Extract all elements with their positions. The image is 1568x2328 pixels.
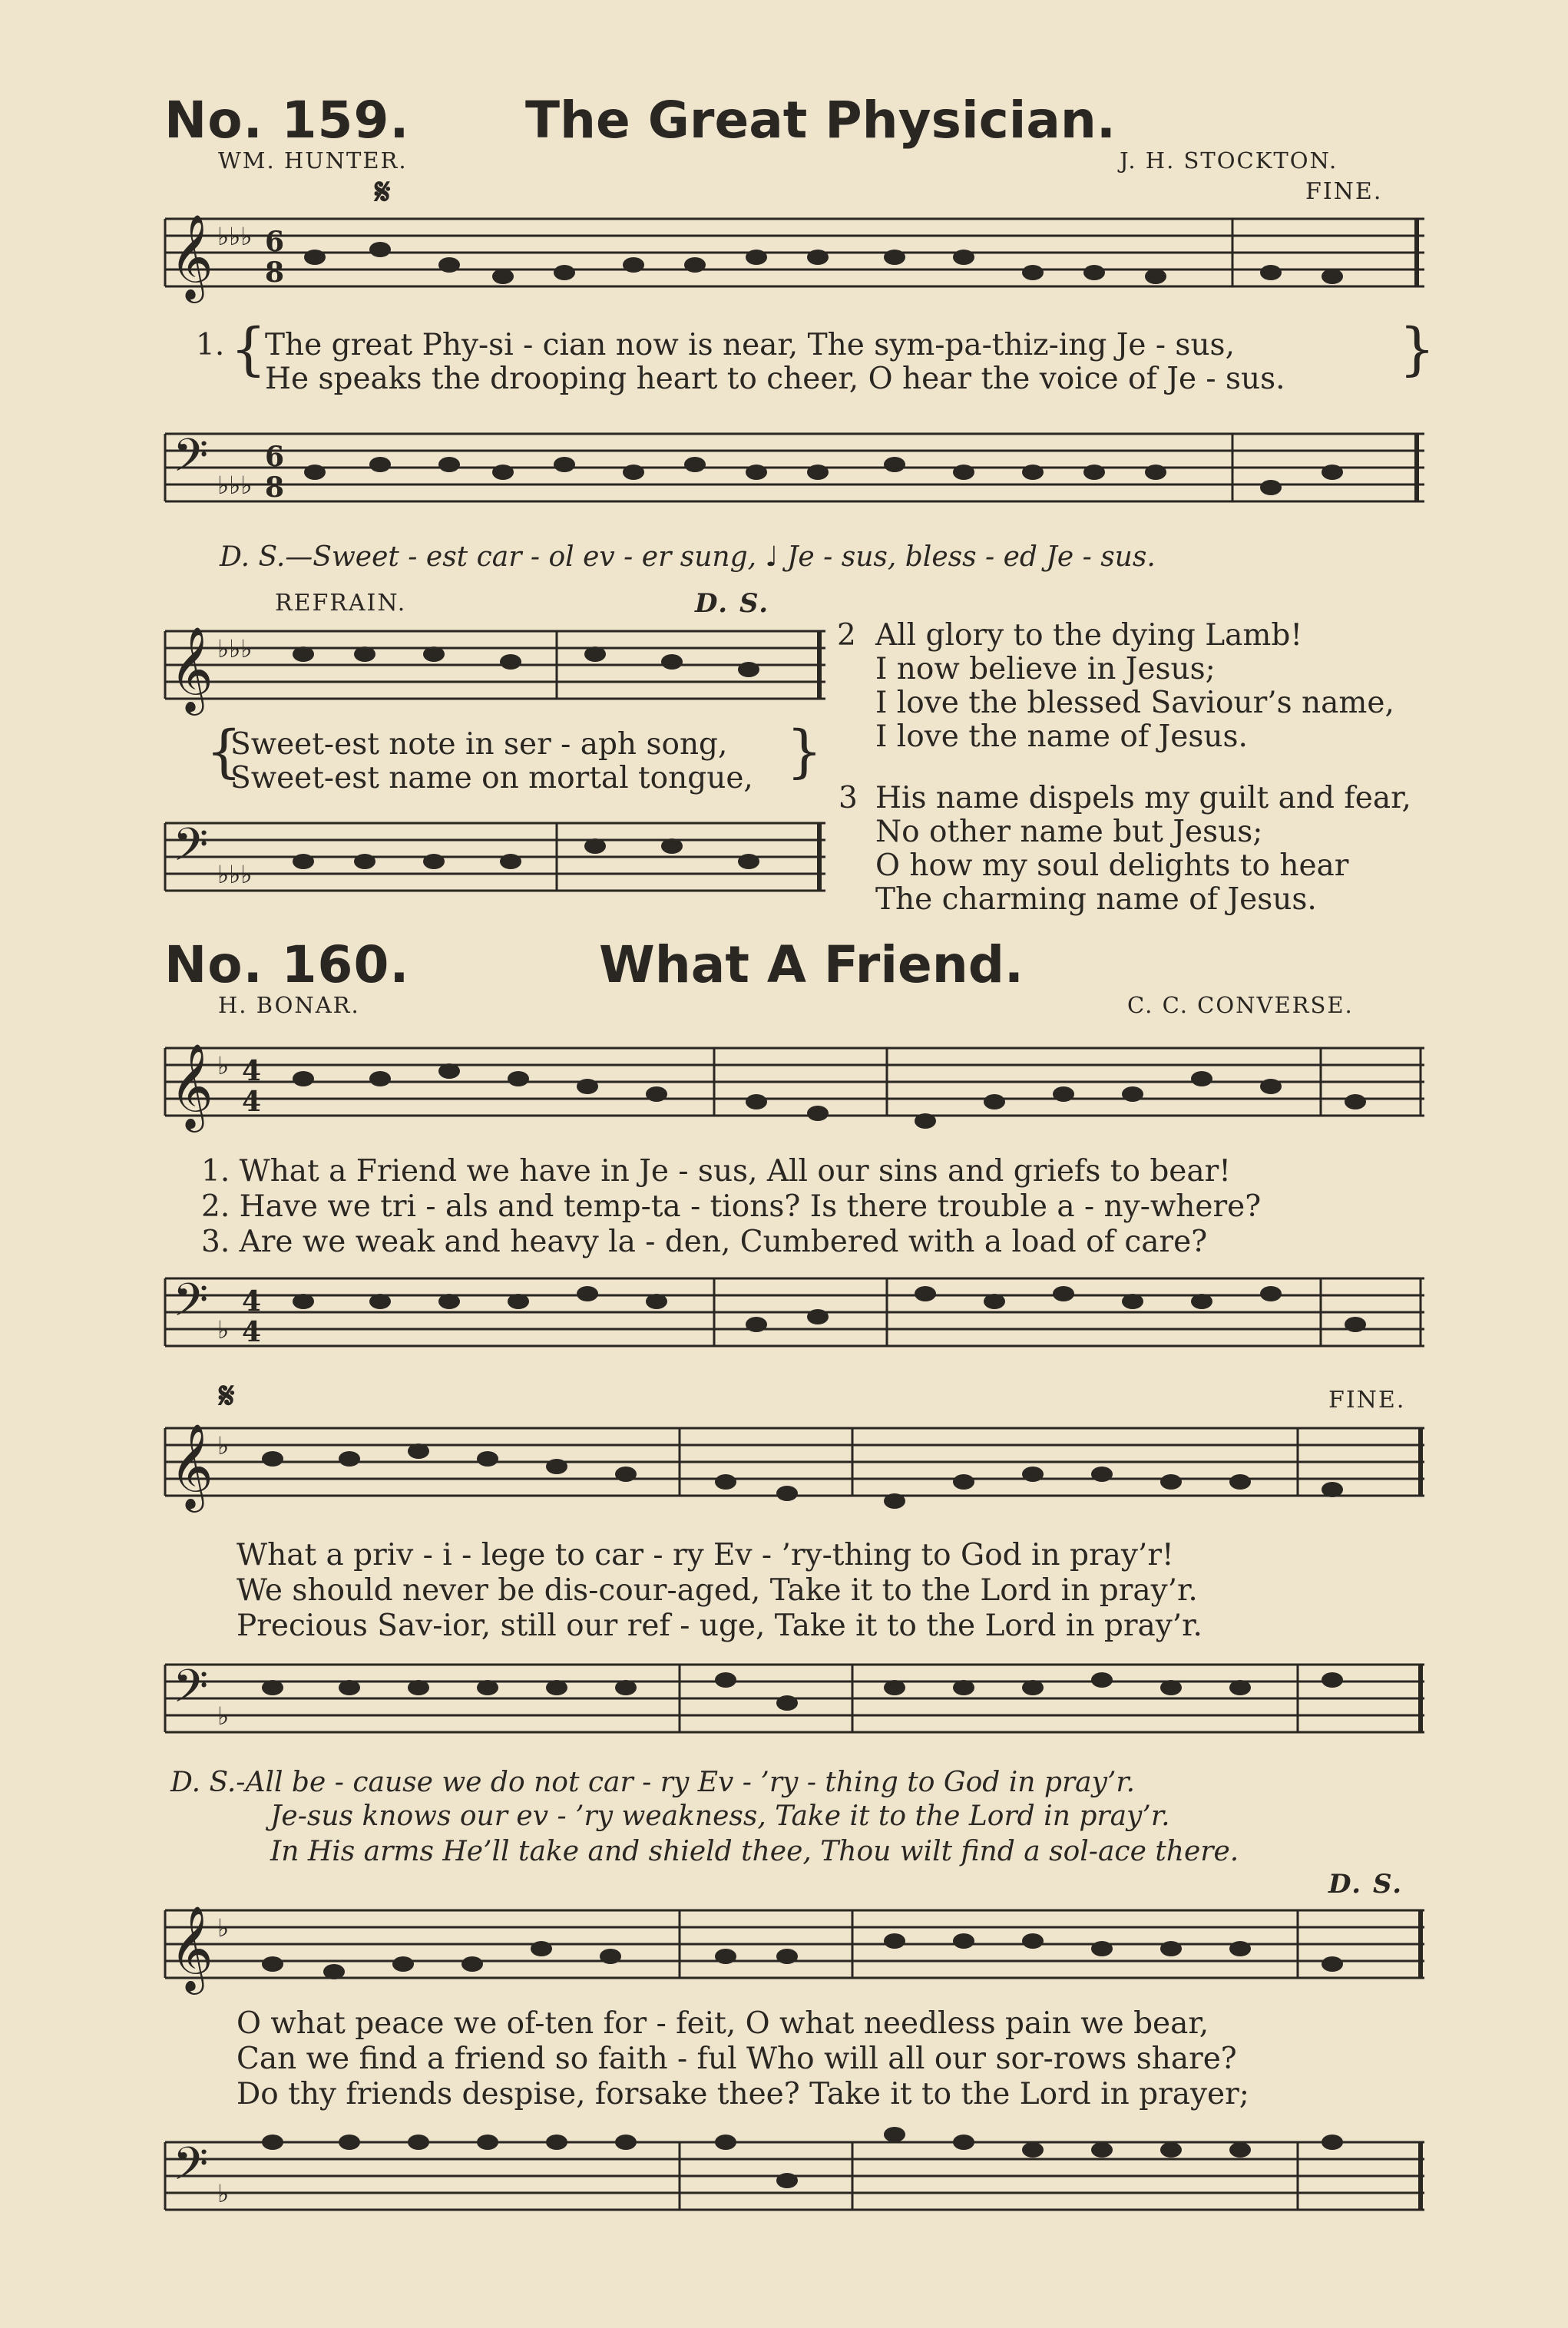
svg-text:𝄞: 𝄞 xyxy=(170,626,213,712)
right-brace: } xyxy=(1399,316,1436,382)
hymn-160-ds-line: In His arms He’ll take and shield thee, Thou wilt find a sol-ace there. xyxy=(270,1836,1239,1867)
hymn-160-treble-staff-1 xyxy=(157,1040,1432,1133)
stanza-3-line: His name dispels my guilt and fear, xyxy=(875,781,1411,815)
refrain-line: Sweet-est name on mortal tongue, xyxy=(230,761,753,795)
svg-text:8: 8 xyxy=(265,256,285,289)
hymn-159-ds-line: D. S.—Sweet - est car - ol ev - er sung, ♩ Je - sus, bless - ed Je - sus. xyxy=(220,541,1156,573)
hymn-160-ds-label: D. S. xyxy=(1328,1869,1404,1900)
hymn-160-verse-line: What a priv - i - lege to car - ry Ev - ’ry-thing to God in pray’r! xyxy=(237,1538,1174,1572)
svg-text:𝄢: 𝄢 xyxy=(173,818,209,882)
hymn-159-verse-line: The great Phy-si - cian now is near, The sym-pa-thiz-ing Je - sus, xyxy=(265,328,1235,362)
svg-text:4: 4 xyxy=(242,1285,262,1318)
svg-text:♭: ♭ xyxy=(217,2179,230,2208)
refrain-label: REFRAIN. xyxy=(275,590,407,617)
hymn-160-fine-mark: FINE. xyxy=(1328,1387,1406,1414)
hymn-159-bass-staff xyxy=(157,426,1432,518)
svg-text:♭♭♭: ♭♭♭ xyxy=(217,634,253,663)
refrain-line: Sweet-est note in ser - aph song, xyxy=(230,727,728,762)
stanza-2-line: I love the name of Jesus. xyxy=(875,719,1248,754)
segno-sign: 𝄋 xyxy=(219,1374,235,1417)
svg-text:𝄞: 𝄞 xyxy=(170,213,213,299)
svg-text:𝄢: 𝄢 xyxy=(173,428,209,493)
stanza-2-line: All glory to the dying Lamb! xyxy=(875,618,1303,653)
left-brace: { xyxy=(230,316,267,382)
stanza-3-line: The charming name of Jesus. xyxy=(875,882,1317,917)
stanza-2-line: I love the blessed Saviour’s name, xyxy=(875,686,1394,720)
svg-text:4: 4 xyxy=(242,1055,262,1087)
hymn-159-number: No. 159. xyxy=(164,91,410,150)
hymn-160-ds-line: D. S.-All be - cause we do not car - ry Ev - ’ry - thing to God in pray’r. xyxy=(170,1767,1136,1798)
hymn-160-verse-line: 2. Have we tri - als and temp-ta - tions? Is there trouble a - ny-where? xyxy=(201,1189,1262,1224)
stanza-2-line: I now believe in Jesus; xyxy=(875,652,1216,686)
hymn-160-treble-staff-2 xyxy=(157,1420,1432,1513)
hymn-160-verse-line: 3. Are we weak and heavy la - den, Cumbered with a load of care? xyxy=(201,1225,1208,1259)
svg-text:♭: ♭ xyxy=(217,1051,230,1080)
svg-text:♭: ♭ xyxy=(217,1701,230,1731)
svg-text:♭♭♭: ♭♭♭ xyxy=(217,471,253,500)
hymn-159-composer: J. H. STOCKTON. xyxy=(1120,147,1338,174)
hymn-159-fine-mark: FINE. xyxy=(1305,178,1383,205)
stanza-3-line: O how my soul delights to hear xyxy=(875,848,1349,883)
hymn-160-composer: C. C. CONVERSE. xyxy=(1127,992,1354,1018)
hymn-159-author: WM. HUNTER. xyxy=(218,147,408,174)
hymn-160-verse-line: We should never be dis-cour-aged, Take it to the Lord in pray’r. xyxy=(237,1573,1198,1608)
svg-text:𝄢: 𝄢 xyxy=(173,2137,209,2201)
hymn-160-verse-line: 1. What a Friend we have in Je - sus, All our sins and griefs to bear! xyxy=(201,1154,1231,1189)
hymn-159-treble-staff xyxy=(157,211,1432,303)
svg-text:♭♭♭: ♭♭♭ xyxy=(217,860,253,889)
svg-text:𝄞: 𝄞 xyxy=(170,1043,213,1129)
hymn-160-ds-line: Je-sus knows our ev - ’ry weakness, Take it to the Lord in pray’r. xyxy=(270,1801,1170,1832)
stanza-3-line: No other name but Jesus; xyxy=(875,815,1263,849)
svg-text:4: 4 xyxy=(242,1316,262,1348)
svg-text:𝄞: 𝄞 xyxy=(170,1423,213,1509)
svg-text:𝄢: 𝄢 xyxy=(173,1273,209,1338)
stanza-3-number: 3 xyxy=(839,781,858,815)
hymn-160-title: What A Friend. xyxy=(599,935,1024,994)
svg-text:𝄢: 𝄢 xyxy=(173,1659,209,1724)
hymn-160-treble-staff-3 xyxy=(157,1903,1432,1995)
svg-text:4: 4 xyxy=(242,1086,262,1118)
svg-text:♭: ♭ xyxy=(217,1431,230,1460)
svg-text:♭: ♭ xyxy=(217,1913,230,1943)
hymn-160-verse-line: Precious Sav-ior, still our ref - uge, Take it to the Lord in pray’r. xyxy=(237,1609,1202,1643)
hymn-160-bass-staff-3 xyxy=(157,2135,1432,2227)
svg-text:♭♭♭: ♭♭♭ xyxy=(217,222,253,251)
svg-text:6: 6 xyxy=(265,441,285,473)
svg-text:𝄞: 𝄞 xyxy=(170,1905,213,1991)
verse-number: 1. xyxy=(196,328,225,362)
segno-sign: 𝄋 xyxy=(375,170,391,213)
svg-text:6: 6 xyxy=(265,226,285,258)
hymn-159-title: The Great Physician. xyxy=(525,91,1116,150)
svg-text:♭: ♭ xyxy=(217,1315,230,1344)
hymn-159-verse-line: He speaks the drooping heart to cheer, O hear the voice of Je - sus. xyxy=(265,362,1285,396)
hymn-160-verse-line: Can we find a friend so faith - ful Who will all our sor-rows share? xyxy=(237,2042,1237,2076)
refrain-bass-staff xyxy=(157,815,833,908)
refrain-right-brace: } xyxy=(786,719,823,785)
svg-text:8: 8 xyxy=(265,471,285,504)
refrain-left-brace: { xyxy=(206,719,243,785)
hymn-160-number: No. 160. xyxy=(164,935,410,994)
refrain-treble-staff xyxy=(157,623,833,716)
refrain-ds-label: D. S. xyxy=(695,588,770,619)
stanza-2-number: 2 xyxy=(837,618,856,653)
hymn-160-bass-staff-1 xyxy=(157,1271,1432,1363)
hymn-160-bass-staff-2 xyxy=(157,1657,1432,1749)
hymn-160-verse-line: Do thy friends despise, forsake thee? Take it to the Lord in prayer; xyxy=(237,2077,1249,2111)
hymn-160-author: H. BONAR. xyxy=(218,992,360,1018)
hymn-160-verse-line: O what peace we of-ten for - feit, O what needless pain we bear, xyxy=(237,2006,1209,2041)
